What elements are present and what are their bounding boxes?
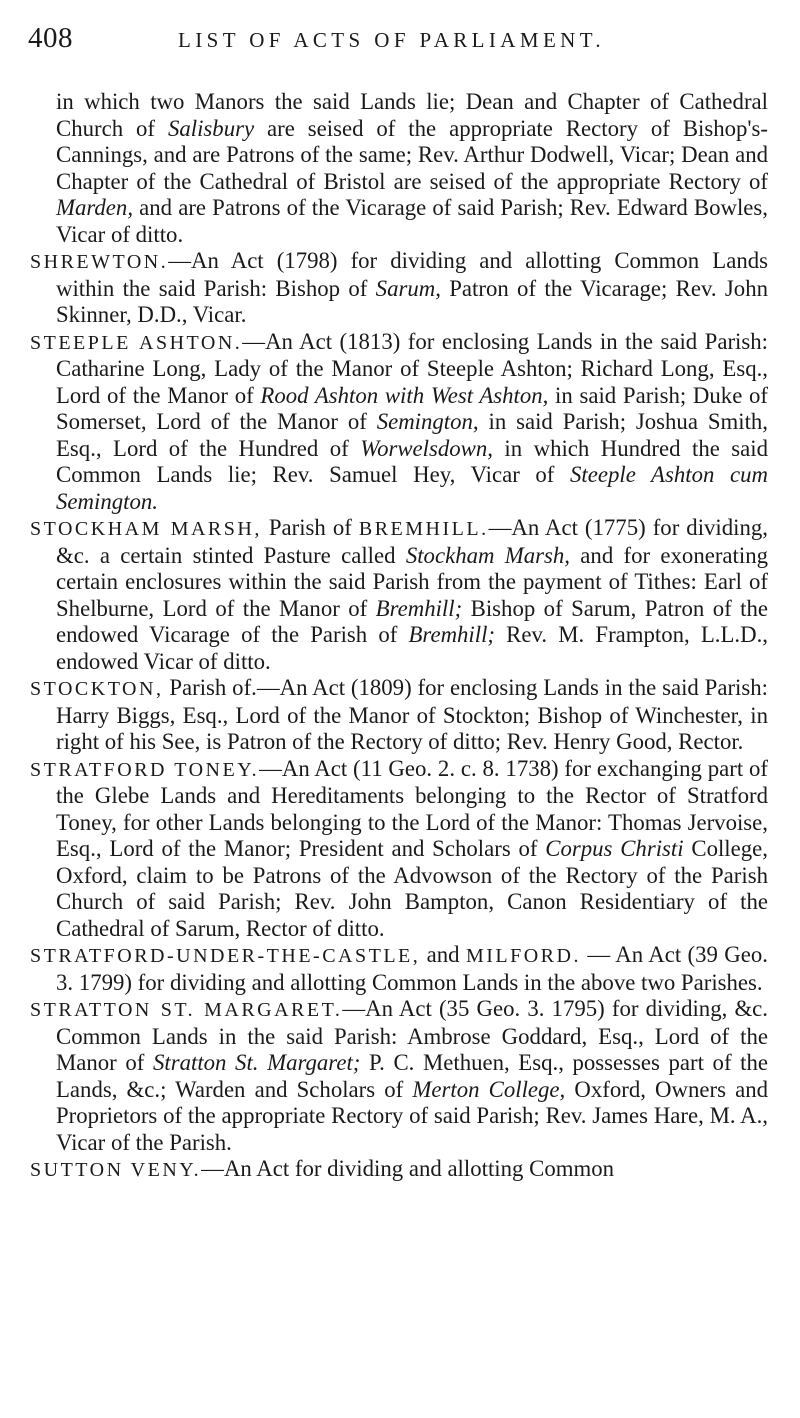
entry-heading: SUTTON VENY. — [30, 1159, 202, 1181]
entry-heading: STRATFORD TONEY. — [30, 758, 260, 781]
entry-text: —An Act (1775) for dividing, &c. a certain stinted Pasture called — [56, 515, 768, 568]
entry-continuation — [30, 89, 768, 248]
entry-heading: SHREWTON. — [30, 251, 169, 273]
page-number: 408 — [28, 22, 73, 54]
entry-text: in which Hundred the said Common Lands lie; Rev. Samuel Hey, Vicar of — [56, 435, 769, 487]
entry-shrewton — [30, 248, 768, 329]
italic-text: Steeple Ashton cum Semington. — [56, 462, 768, 514]
entry-heading: MILFORD. — [465, 945, 581, 967]
entry-heading: STOCKHAM MARSH, — [30, 518, 262, 540]
acts-list — [30, 89, 768, 1184]
entry-stratford-toney — [30, 756, 768, 943]
italic-text: Worwelsdown, — [360, 435, 493, 461]
italic-text: Bremhill; — [375, 595, 463, 621]
entry-text: — An Act (39 Geo. 3. 1799) for dividing and allotting Common Lands in the above two Parishes. — [56, 942, 768, 995]
italic-text: Semington, — [376, 409, 479, 434]
italic-text: Merton College, — [412, 1076, 566, 1102]
entry-stockham-marsh — [30, 515, 768, 675]
entry-text: Parish of — [261, 515, 359, 540]
running-head: LIST OF ACTS OF PARLIAMENT. — [178, 28, 606, 52]
italic-text: Salisbury — [167, 115, 255, 141]
entry-text: Rev. M. Frampton, L.L.D., endowed Vicar of ditto. — [56, 622, 768, 674]
italic-text: Sarum, — [375, 275, 441, 301]
entry-text: and — [420, 942, 466, 967]
entry-text: —An Act (1798) for dividing and allotting Common Lands within the said Parish: Bishop of — [56, 248, 768, 301]
italic-text: Rood Ashton with West Ashton, — [260, 382, 549, 408]
entry-heading: STEEPLE ASHTON. — [30, 331, 243, 354]
entry-text: in said Parish; Duke of Somerset, Lord of the Manor of — [56, 382, 768, 434]
entry-stockton — [30, 675, 768, 756]
entry-heading: STOCKTON, — [30, 678, 164, 700]
entry-text: and for exonerating certain enclosures within the said Parish from the payment of Tithes: Earl of Shelburne, Lord of the Manor of — [56, 542, 769, 621]
entry-text: —An Act (35 Geo. 3. 1795) for dividing, &c. Common Lands in the said Parish: Ambrose Goddard, Esq., Lord of the Manor of — [56, 996, 768, 1075]
entry-text: Bishop of Sarum, Patron of the endowed Vicarage of the Parish of — [56, 595, 768, 647]
italic-text: Stratton St. Margaret; — [152, 1050, 361, 1075]
entry-text: are seised of the appropriate Rectory of Bishop's-Cannings, and are Patrons of the same; Rev. Arthur Dodwell, Vicar; Dean and Chapter of the Cathedral of Bristol are seised of the appropriate Rectory of — [56, 115, 768, 194]
entry-text: —An Act (1813) for enclosing Lands in the said Parish: Catharine Long, Lady of the Manor of Steeple Ashton; Richard Long, Esq., Lord of the Manor of — [56, 328, 768, 408]
entry-text: and are Patrons of the Vicarage of said Parish; Rev. Edward Bowles, Vicar of ditto. — [56, 195, 768, 247]
italic-text: Marden, — [56, 195, 134, 220]
entry-text: Oxford, Owners and Proprietors of the appropriate Rectory of said Parish; Rev. James Hare, M. A., Vicar of the Parish. — [56, 1076, 768, 1155]
entry-text: Patron of the Vicarage; Rev. John Skinner, D.D., Vicar. — [56, 275, 768, 327]
entry-stratton-st-margaret — [30, 996, 768, 1156]
entry-text: in said Parish; Joshua Smith, Esq., Lord of the Hundred of — [56, 409, 768, 461]
italic-text: Bremhill; — [408, 622, 496, 647]
italic-text: Stockham Marsh, — [405, 542, 570, 568]
entry-stratford-under-the-castle — [30, 942, 768, 996]
entry-text: —An Act for dividing and allotting Common — [201, 1156, 614, 1181]
italic-text: Corpus Christi — [545, 836, 684, 861]
entry-steeple-ashton — [30, 329, 768, 516]
page-header — [28, 18, 778, 58]
entry-sutton-veny — [30, 1156, 768, 1184]
entry-heading: STRATFORD-UNDER-THE-CASTLE, — [30, 945, 421, 967]
entry-heading: STRATTON ST. MARGARET. — [30, 999, 343, 1021]
entry-text: College, Oxford, claim to be Patrons of the Advowson of the Rectory of the Parish Church of said Parish; Rev. John Bampton, Canon Residentiary of the Cathedral of Sarum, Rector of ditto. — [56, 836, 768, 941]
entry-text: —An Act (11 Geo. 2. c. 8. 1738) for exchanging part of the Glebe Lands and Hereditaments belonging to the Rector of Stratford Toney, for other Lands belonging to the Lord of the Manor: Thomas Jervoise, Esq., Lord of the Manor; President and Scholars of — [56, 755, 769, 861]
entry-text: Parish of.—An Act (1809) for enclosing Lands in the said Parish: Harry Biggs, Esq., Lord of the Manor of Stockton; Bishop of Winchester, in right of his See, is Patron of the Rectory of ditto; Rev. Henry Good, Rector. — [56, 675, 768, 754]
entry-text: in which two Manors the said Lands lie; Dean and Chapter of Cathedral Church of — [56, 89, 768, 141]
entry-text: P. C. Methuen, Esq., possesses part of the Lands, &c.; Warden and Scholars of — [56, 1050, 769, 1102]
entry-heading: BREMHILL. — [358, 518, 489, 540]
